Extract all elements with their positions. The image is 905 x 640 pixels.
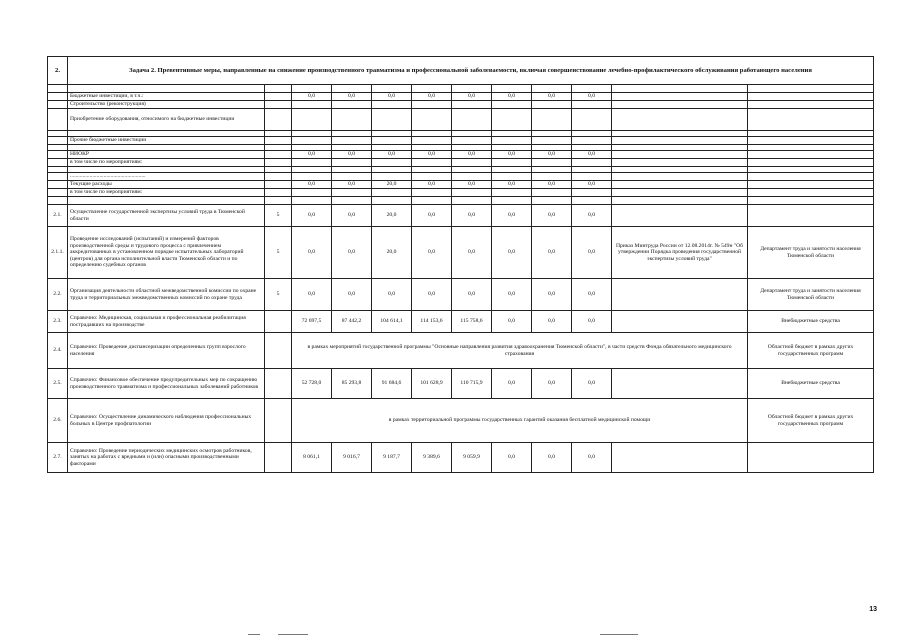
item-code: 5 xyxy=(265,227,292,279)
executor-cell xyxy=(748,443,874,473)
value-cell: 0,0 xyxy=(372,151,412,159)
value-cell xyxy=(412,159,452,167)
value-cell xyxy=(332,173,372,181)
item-row xyxy=(48,227,874,279)
value-cell: 72 697,5 xyxy=(292,311,332,333)
value-cell xyxy=(292,109,332,131)
value-cell: 101 628,9 xyxy=(412,369,452,399)
row-index xyxy=(48,181,68,189)
item-number: 2.7. xyxy=(48,443,68,473)
item-code: 5 xyxy=(265,279,292,311)
value-cell: 0,0 xyxy=(372,279,412,311)
row-label: Текущие расходы xyxy=(68,181,265,189)
value-cell xyxy=(572,109,612,131)
empty-cell xyxy=(748,197,874,205)
value-cell: 0,0 xyxy=(532,443,572,473)
value-cell: 0,0 xyxy=(412,279,452,311)
item-code xyxy=(265,369,292,399)
value-cell: 8 061,1 xyxy=(292,443,332,473)
value-cell xyxy=(492,137,532,145)
value-cell: 0,0 xyxy=(292,181,332,189)
executor-cell: Областной бюджет в рамках других государственных программ xyxy=(748,399,874,443)
value-cell: 0,0 xyxy=(412,93,452,101)
scan-artifact xyxy=(248,634,260,635)
empty-cell xyxy=(748,85,874,93)
value-cell xyxy=(532,173,572,181)
basis-cell xyxy=(612,93,748,101)
value-cell: 0,0 xyxy=(292,279,332,311)
item-text: Справочно: Проведение диспансеризации определенных групп взрослого населения xyxy=(68,333,265,369)
empty-cell xyxy=(265,85,292,93)
value-cell: 52 728,0 xyxy=(292,369,332,399)
value-cell: 0,0 xyxy=(572,227,612,279)
value-cell: 110 715,9 xyxy=(452,369,492,399)
empty-cell xyxy=(68,85,265,93)
executor-cell: Департамент труда и занятости населения Тюменской области xyxy=(748,227,874,279)
executor-cell: Внебюджетные средства xyxy=(748,311,874,333)
item-row xyxy=(48,443,874,473)
value-cell xyxy=(412,189,452,197)
value-cell: 0,0 xyxy=(492,93,532,101)
value-cell xyxy=(372,173,412,181)
budget-row xyxy=(48,189,874,197)
empty-cell xyxy=(48,197,68,205)
basis-cell xyxy=(612,151,748,159)
empty-cell xyxy=(68,197,265,205)
budget-row xyxy=(48,137,874,145)
row-label: Строительство (реконструкция) xyxy=(68,101,265,109)
budget-row xyxy=(48,101,874,109)
value-cell: 0,0 xyxy=(492,205,532,227)
row-code xyxy=(265,151,292,159)
value-cell: 0,0 xyxy=(532,151,572,159)
value-cell xyxy=(452,159,492,167)
value-cell xyxy=(532,109,572,131)
value-cell xyxy=(412,101,452,109)
executor-cell xyxy=(748,101,874,109)
value-cell: 0,0 xyxy=(532,311,572,333)
value-cell: 0,0 xyxy=(292,205,332,227)
value-cell: 0,0 xyxy=(412,205,452,227)
value-cell xyxy=(332,189,372,197)
row-index xyxy=(48,189,68,197)
empty-cell xyxy=(452,85,492,93)
value-cell: 0,0 xyxy=(532,181,572,189)
value-cell xyxy=(452,109,492,131)
value-cell: 20,0 xyxy=(372,205,412,227)
value-cell: 0,0 xyxy=(492,227,532,279)
executor-cell xyxy=(748,189,874,197)
item-row xyxy=(48,311,874,333)
row-index xyxy=(48,109,68,131)
value-cell xyxy=(492,159,532,167)
item-code xyxy=(265,443,292,473)
value-cell: 115 758,6 xyxy=(452,311,492,333)
budget-row xyxy=(48,93,874,101)
basis-cell xyxy=(612,189,748,197)
task-title: Задача 2. Превентивные меры, направленные на снижение производственного травматизма и профессиональной заболеваемости, включая совершенствование лечебно-профилактического обслуживания работающего населения xyxy=(68,57,874,85)
empty-cell xyxy=(292,85,332,93)
item-code xyxy=(265,399,292,443)
value-cell: 0,0 xyxy=(532,279,572,311)
value-cell: 0,0 xyxy=(492,279,532,311)
program-table xyxy=(47,56,874,473)
basis-cell xyxy=(612,159,748,167)
value-cell xyxy=(572,159,612,167)
row-index xyxy=(48,93,68,101)
value-cell: 0,0 xyxy=(292,93,332,101)
merged-note: в рамках мероприятий государственной программы "Основные направления развития здравоохранения Тюменской области", в части средств Фонда обязательного медицинского страхования xyxy=(292,333,748,369)
value-cell: 0,0 xyxy=(572,151,612,159)
value-cell: 0,0 xyxy=(492,181,532,189)
value-cell: 114 153,6 xyxy=(412,311,452,333)
value-cell: 0,0 xyxy=(492,443,532,473)
empty-cell xyxy=(612,197,748,205)
item-number: 2.3. xyxy=(48,311,68,333)
value-cell: 20,0 xyxy=(372,227,412,279)
value-cell: 0,0 xyxy=(452,279,492,311)
merged-note: в рамках территориальной программы государственных гарантий оказания бесплатной медицинской помощи xyxy=(292,399,748,443)
value-cell xyxy=(572,101,612,109)
value-cell xyxy=(332,109,372,131)
value-cell: 0,0 xyxy=(292,227,332,279)
item-text: Справочно: Медицинская, социальная и профессиональная реабилитация пострадавших на производстве xyxy=(68,311,265,333)
empty-cell xyxy=(532,197,572,205)
value-cell: 0,0 xyxy=(572,311,612,333)
row-code xyxy=(265,189,292,197)
item-text: Организация деятельности областной межведомственной комиссии по охране труда и территориальных межведомственных комиссий по охране труда xyxy=(68,279,265,311)
empty-cell xyxy=(452,197,492,205)
value-cell xyxy=(492,173,532,181)
basis-cell xyxy=(612,205,748,227)
basis-cell xyxy=(612,311,748,333)
value-cell xyxy=(372,137,412,145)
value-cell xyxy=(292,159,332,167)
document-table-area xyxy=(47,56,873,473)
table-body xyxy=(48,57,874,473)
value-cell: 0,0 xyxy=(452,205,492,227)
empty-cell xyxy=(572,85,612,93)
item-text: Проведение исследований (испытаний) и измерений факторов производственной среды и трудового процесса с привлечением аккредитованных в установленном порядке испытательных лабораторий (центров) для органа исполнительной власти Тюменской области и по определению судебных органов xyxy=(68,227,265,279)
budget-row xyxy=(48,151,874,159)
item-row xyxy=(48,399,874,443)
value-cell: 0,0 xyxy=(452,227,492,279)
row-index xyxy=(48,101,68,109)
row-label: в том числе по мероприятиям: xyxy=(68,159,265,167)
value-cell: 0,0 xyxy=(572,443,612,473)
value-cell: 20,0 xyxy=(372,181,412,189)
value-cell: 0,0 xyxy=(332,205,372,227)
item-code: 5 xyxy=(265,205,292,227)
empty-cell xyxy=(372,85,412,93)
value-cell xyxy=(572,173,612,181)
value-cell xyxy=(372,159,412,167)
value-cell xyxy=(332,101,372,109)
value-cell: 0,0 xyxy=(332,227,372,279)
executor-cell: Внебюджетные средства xyxy=(748,369,874,399)
value-cell: 0,0 xyxy=(492,151,532,159)
row-code xyxy=(265,137,292,145)
value-cell: 0,0 xyxy=(412,151,452,159)
row-code xyxy=(265,101,292,109)
scan-artifact xyxy=(278,634,308,635)
spacer-row xyxy=(48,85,874,93)
value-cell xyxy=(492,189,532,197)
value-cell: 0,0 xyxy=(292,151,332,159)
item-code xyxy=(265,311,292,333)
basis-cell xyxy=(612,443,748,473)
row-code xyxy=(265,173,292,181)
item-row xyxy=(48,279,874,311)
row-code xyxy=(265,109,292,131)
row-label: ...................................................... xyxy=(68,173,265,181)
item-number: 2.6. xyxy=(48,399,68,443)
value-cell xyxy=(332,159,372,167)
value-cell xyxy=(292,173,332,181)
value-cell: 0,0 xyxy=(572,181,612,189)
row-label: НИОКР xyxy=(68,151,265,159)
item-number: 2.1.1. xyxy=(48,227,68,279)
empty-cell xyxy=(492,85,532,93)
empty-cell xyxy=(412,85,452,93)
value-cell xyxy=(412,173,452,181)
item-text: Справочно: Финансовое обеспечение предупредительных мер по сокращению производственного травматизма и профессиональных заболеваний работников xyxy=(68,369,265,399)
basis-cell xyxy=(612,181,748,189)
row-label: Бюджетные инвестиции, в т.ч.: xyxy=(68,93,265,101)
value-cell: 0,0 xyxy=(492,369,532,399)
value-cell: 0,0 xyxy=(332,279,372,311)
item-number: 2.5. xyxy=(48,369,68,399)
value-cell: 0,0 xyxy=(532,93,572,101)
value-cell xyxy=(292,101,332,109)
value-cell: 9 389,6 xyxy=(412,443,452,473)
value-cell: 9 059,9 xyxy=(452,443,492,473)
budget-row xyxy=(48,109,874,131)
value-cell: 0,0 xyxy=(372,93,412,101)
item-text: Справочно: Осуществление динамического наблюдения профессиональных больных в Центре профпатологии xyxy=(68,399,265,443)
value-cell: 0,0 xyxy=(532,227,572,279)
empty-cell xyxy=(332,85,372,93)
row-label: Прочие бюджетные инвестиции xyxy=(68,137,265,145)
value-cell xyxy=(452,137,492,145)
empty-cell xyxy=(265,197,292,205)
basis-cell xyxy=(612,137,748,145)
value-cell: 87 442,2 xyxy=(332,311,372,333)
value-cell: 0,0 xyxy=(332,181,372,189)
row-index xyxy=(48,151,68,159)
value-cell xyxy=(292,137,332,145)
executor-cell xyxy=(748,109,874,131)
value-cell xyxy=(372,109,412,131)
value-cell xyxy=(572,137,612,145)
empty-cell xyxy=(332,197,372,205)
row-code xyxy=(265,93,292,101)
value-cell xyxy=(492,109,532,131)
basis-cell xyxy=(612,369,748,399)
value-cell xyxy=(532,137,572,145)
value-cell xyxy=(372,189,412,197)
value-cell: 9 016,7 xyxy=(332,443,372,473)
value-cell: 0,0 xyxy=(452,151,492,159)
executor-cell xyxy=(748,173,874,181)
item-number: 2.4. xyxy=(48,333,68,369)
value-cell: 104 614,1 xyxy=(372,311,412,333)
value-cell: 0,0 xyxy=(452,93,492,101)
empty-cell xyxy=(492,197,532,205)
basis-cell: Приказ Минтруда России от 12.08.2014г. № 549н "Об утверждении Порядка проведения государственной экспертизы условий труда" xyxy=(612,227,748,279)
value-cell: 0,0 xyxy=(412,181,452,189)
executor-cell xyxy=(748,159,874,167)
basis-cell xyxy=(612,279,748,311)
value-cell xyxy=(452,189,492,197)
value-cell xyxy=(412,109,452,131)
value-cell xyxy=(532,101,572,109)
executor-cell xyxy=(748,181,874,189)
value-cell xyxy=(292,189,332,197)
value-cell xyxy=(532,159,572,167)
executor-cell xyxy=(748,93,874,101)
empty-cell xyxy=(48,85,68,93)
value-cell: 0,0 xyxy=(452,181,492,189)
value-cell: 0,0 xyxy=(572,369,612,399)
row-index xyxy=(48,159,68,167)
budget-row xyxy=(48,159,874,167)
task-index: 2. xyxy=(48,57,68,85)
page-number: 13 xyxy=(869,606,877,613)
scan-artifact xyxy=(600,634,638,635)
value-cell: 0,0 xyxy=(332,151,372,159)
empty-cell xyxy=(412,197,452,205)
task-header-row xyxy=(48,57,874,85)
item-text: Справочно: Проведение периодических медицинских осмотров работников, занятых на работах с вредными и (или) опасными производственными факторами xyxy=(68,443,265,473)
item-row xyxy=(48,205,874,227)
value-cell xyxy=(412,137,452,145)
row-label: Приобретение оборудования, относимого на бюджетные инвестиции xyxy=(68,109,265,131)
value-cell xyxy=(452,101,492,109)
empty-cell xyxy=(612,85,748,93)
empty-cell xyxy=(372,197,412,205)
item-text: Осуществление государственной экспертизы условий труда в Тюменской области xyxy=(68,205,265,227)
value-cell xyxy=(572,189,612,197)
value-cell: 0,0 xyxy=(532,205,572,227)
value-cell: 0,0 xyxy=(532,369,572,399)
value-cell: 9 187,7 xyxy=(372,443,412,473)
row-index xyxy=(48,173,68,181)
value-cell xyxy=(452,173,492,181)
value-cell: 0,0 xyxy=(572,205,612,227)
item-code xyxy=(265,333,292,369)
row-code xyxy=(265,181,292,189)
value-cell xyxy=(532,189,572,197)
empty-cell xyxy=(572,197,612,205)
empty-cell xyxy=(532,85,572,93)
value-cell: 0,0 xyxy=(332,93,372,101)
spacer-row xyxy=(48,197,874,205)
value-cell xyxy=(332,137,372,145)
value-cell xyxy=(492,101,532,109)
value-cell: 91 684,6 xyxy=(372,369,412,399)
item-row xyxy=(48,333,874,369)
basis-cell xyxy=(612,173,748,181)
value-cell xyxy=(372,101,412,109)
value-cell: 0,0 xyxy=(572,93,612,101)
basis-cell xyxy=(612,101,748,109)
basis-cell xyxy=(612,109,748,131)
budget-row xyxy=(48,181,874,189)
executor-cell xyxy=(748,151,874,159)
executor-cell xyxy=(748,205,874,227)
item-number: 2.1. xyxy=(48,205,68,227)
item-number: 2.2. xyxy=(48,279,68,311)
value-cell: 85 293,8 xyxy=(332,369,372,399)
budget-row xyxy=(48,173,874,181)
value-cell: 0,0 xyxy=(572,279,612,311)
value-cell: 0,0 xyxy=(412,227,452,279)
item-row xyxy=(48,369,874,399)
row-label: в том числе по мероприятиям: xyxy=(68,189,265,197)
row-code xyxy=(265,159,292,167)
empty-cell xyxy=(292,197,332,205)
executor-cell: Департамент труда и занятости населения Тюменской области xyxy=(748,279,874,311)
executor-cell: Областной бюджет в рамках других государственных программ xyxy=(748,333,874,369)
value-cell: 0,0 xyxy=(492,311,532,333)
executor-cell xyxy=(748,137,874,145)
row-index xyxy=(48,137,68,145)
